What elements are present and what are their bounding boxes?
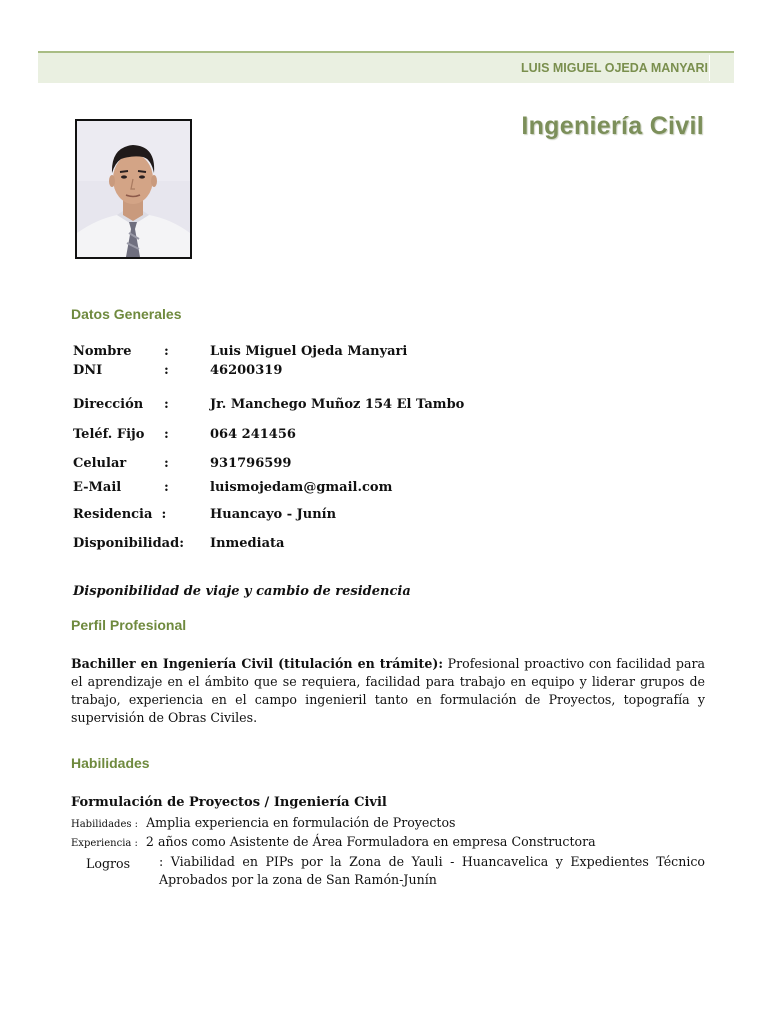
skill-title: Formulación de Proyectos / Ingeniería Civil [71, 795, 387, 810]
header-divider [709, 55, 710, 81]
profile-body: Profesional proactivo con facilidad para el aprendizaje en el ámbito que se requiera, facilidad para trabajo en equipo y liderar grupos de trabajo, experiencia en el campo ingenieril tanto en formulación de Proyectos, topografía y supervisión de Obras Civiles. [71, 656, 705, 725]
section-heading-habilidades: Habilidades [71, 755, 150, 771]
field-colon-telefono: : [164, 427, 169, 442]
skill-habilidades-label: Habilidades : [71, 819, 139, 830]
field-value-nombre: Luis Miguel Ojeda Manyari [210, 344, 408, 359]
field-colon-email: : [164, 480, 169, 495]
profile-photo [75, 119, 192, 259]
field-colon-direccion: : [164, 397, 169, 412]
field-value-residencia: Huancayo - Junín [210, 507, 337, 522]
main-title: Ingeniería Civil [521, 112, 704, 140]
field-label-telefono: Teléf. Fijo [73, 427, 145, 442]
travel-note: Disponibilidad de viaje y cambio de residencia [73, 584, 411, 599]
field-colon-celular: : [164, 456, 169, 471]
field-label-celular: Celular [73, 456, 127, 471]
field-value-telefono: 064 241456 [210, 427, 296, 442]
skill-logros-label: Logros [86, 856, 131, 871]
field-value-disponibilidad: Inmediata [210, 536, 285, 551]
portrait-image [77, 121, 190, 257]
field-value-dni: 46200319 [210, 363, 283, 378]
skill-experiencia-label: Experiencia : [71, 838, 138, 849]
skill-habilidades-row [71, 815, 456, 830]
skill-experiencia-row [71, 834, 596, 849]
field-value-direccion: Jr. Manchego Muñoz 154 El Tambo [210, 397, 465, 412]
field-value-email: luismojedam@gmail.com [210, 480, 393, 495]
profile-lead: Bachiller en Ingeniería Civil (titulación en trámite): [71, 656, 443, 671]
field-label-disponibilidad: Disponibilidad: [73, 536, 184, 551]
profile-paragraph [71, 655, 705, 727]
field-label-dni: DNI [73, 363, 103, 378]
field-value-celular: 931796599 [210, 456, 292, 471]
skill-logros-value: : Viabilidad en PIPs por la Zona de Yauli - Huancavelica y Expedientes Técnico Aprobados por la zona de San Ramón-Junín [159, 854, 705, 887]
skill-experiencia-value: 2 años como Asistente de Área Formuladora en empresa Constructora [145, 834, 596, 849]
field-colon-nombre: : [164, 344, 169, 359]
field-label-residencia: Residencia : [73, 507, 167, 522]
section-heading-datos: Datos Generales [71, 306, 182, 322]
field-label-direccion: Dirección [73, 397, 144, 412]
field-colon-dni: : [164, 363, 169, 378]
skill-habilidades-value: Amplia experiencia en formulación de Proyectos [146, 815, 456, 830]
header-band [38, 51, 734, 83]
field-label-email: E-Mail [73, 480, 122, 495]
section-heading-perfil: Perfil Profesional [71, 617, 187, 633]
field-label-nombre: Nombre [73, 344, 132, 359]
header-name: LUIS MIGUEL OJEDA MANYARI [520, 61, 708, 75]
